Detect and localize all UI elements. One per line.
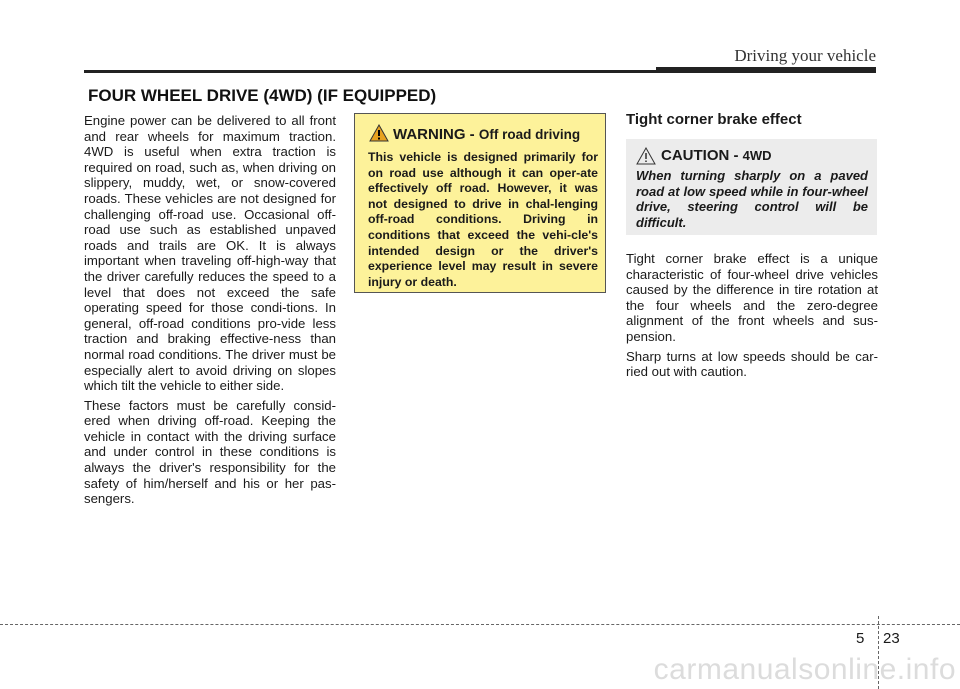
left-column xyxy=(84,113,336,511)
warning-subtitle: Off road driving xyxy=(478,127,581,142)
left-paragraph-2: These factors must be carefully consid-ered when driving off-road. Keeping the vehicle in contact with the driving surface and under control in these conditions is always the driver's responsibility for the safety of him/herself and his or her pas-sengers. xyxy=(84,397,336,507)
page-number: 23 xyxy=(883,630,900,647)
section-title: FOUR WHEEL DRIVE (4WD) (IF EQUIPPED) xyxy=(88,86,437,105)
caution-subtitle: 4WD xyxy=(742,148,772,163)
caution-box xyxy=(626,139,877,235)
chapter-number: 5 xyxy=(856,630,865,647)
warning-label: WARNING - xyxy=(393,126,479,143)
caution-label: CAUTION - xyxy=(661,147,743,164)
left-paragraph-1: Engine power can be delivered to all front and rear wheels for maximum traction. 4WD is useful when extra traction is required on road, such as, when driving on slippery, muddy, wet, or snow-covered roads. These vehicles are not designed for challenging off-road use. Occasional off-road use such as established unpaved roads and trails are OK. It is always important when traveling off-high-way that the driver carefully reduces the speed to a level that does not exceed the safe operating speed for those condi-tions. In general, off-road conditions pro-vide less traction and braking effective-ness than normal road conditions. The driver must be especially alert to avoid driving on slopes which tilt the vehicle to either side. xyxy=(84,113,336,394)
caution-triangle-icon xyxy=(636,147,656,165)
chapter-title: Driving your vehicle xyxy=(734,46,876,65)
warning-box xyxy=(354,113,606,293)
footer-rule xyxy=(0,624,960,625)
caution-text: When turning sharply on a paved road at low speed while in four-wheel drive, steering control will be difficult. xyxy=(636,168,868,230)
right-paragraph-1: Tight corner brake effect is a unique characteristic of four-wheel drive vehicles caused by the difference in tire rotation at the four wheels and the zero-degree alignment of the front wheels and sus-pension. xyxy=(626,251,878,344)
tight-corner-title: Tight corner brake effect xyxy=(626,111,802,128)
caution-heading xyxy=(661,147,772,164)
right-column xyxy=(626,251,878,384)
right-paragraph-2: Sharp turns at low speeds should be car-ried out with caution. xyxy=(626,348,878,380)
warning-text: This vehicle is designed primarily for on road use although it can oper-ate effectively off road. However, it was not designed to drive in chal-lenging off-road conditions. Driving in conditions that exceed the vehi-cle's intended design or the driver's experience level may result in severe injury or death. xyxy=(368,150,598,289)
warning-heading xyxy=(393,126,580,143)
warning-triangle-icon xyxy=(369,124,389,142)
watermark: carmanualsonline.info xyxy=(653,653,956,686)
header-rule-accent xyxy=(656,67,876,73)
